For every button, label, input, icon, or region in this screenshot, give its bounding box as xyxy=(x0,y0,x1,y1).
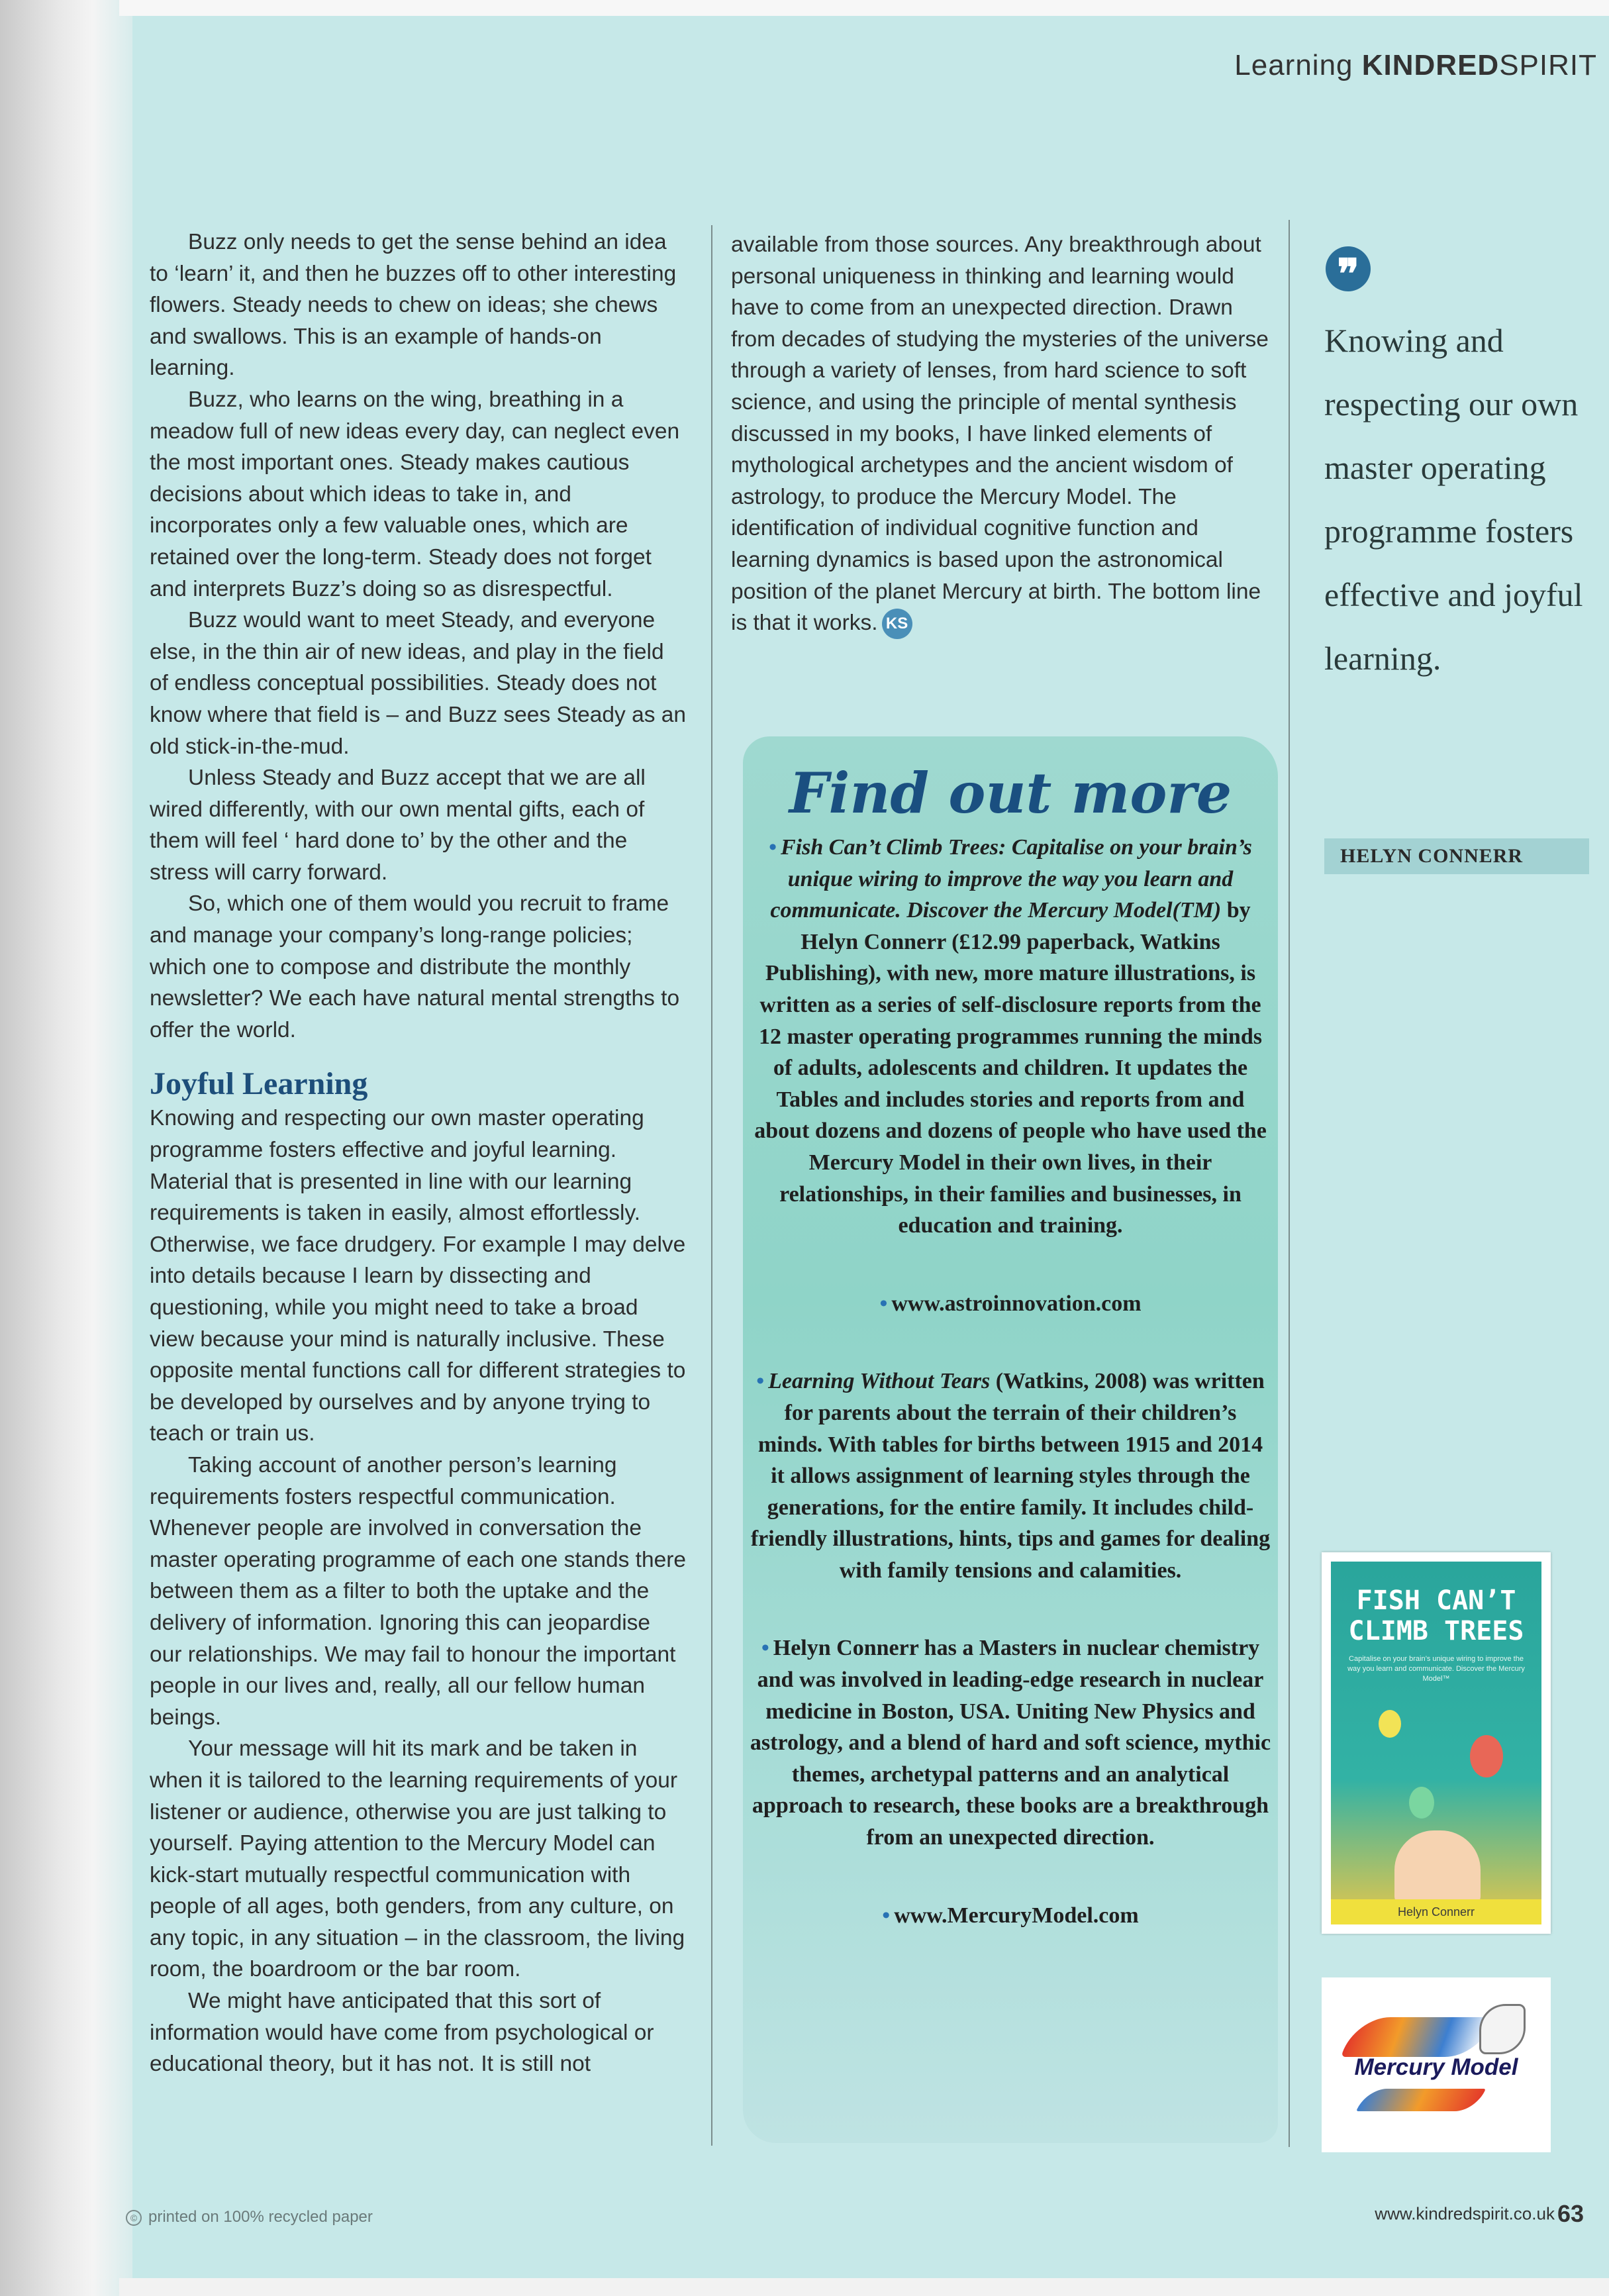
mercury-figure-icon xyxy=(1479,2004,1526,2054)
find-out-more-title: Find out more xyxy=(789,760,1232,826)
bullet-icon: • xyxy=(882,1903,891,1928)
footer-recycled-note xyxy=(126,2208,373,2226)
pull-quote-attribution: HELYN CONNERR xyxy=(1324,838,1589,874)
book-cover-title: FISH CAN’T CLIMB TREES xyxy=(1348,1585,1524,1646)
book-cover-image xyxy=(1322,1552,1551,1934)
section-label: Learning xyxy=(1234,49,1362,81)
top-edge xyxy=(119,0,1609,16)
book-description: (Watkins, 2008) was written for parents about the terrain of their children’s minds. With tables for births between 1915 and 2014 it allows assignment of learning styles through the generations, for the entire family. It includes child-friendly illustrations, hints, tips and games for dealing with family tensions and calamities. xyxy=(750,1369,1271,1583)
section-heading: Joyful Learning xyxy=(150,1066,368,1102)
paragraph: Knowing and respecting our own master operating programme fosters effective and joyful learning. Material that is presented in line with our learning requirements is taken in easily, almost effortlessly. Otherwise, we face drudgery. For example I may delve into details because I learn by dissecting and questioning, while you might need to take a broad view because your mind is naturally inclusive. These opposite mental functions call for different strategies to be developed by ourselves and by anyone trying to teach or train us. xyxy=(150,1106,686,1446)
section-header xyxy=(1234,49,1597,82)
lightbulb-icon xyxy=(1409,1787,1434,1819)
book-item-1 xyxy=(750,832,1271,1242)
quote-icon: ❞ xyxy=(1326,246,1371,291)
book-item-2 xyxy=(750,1366,1271,1586)
bullet-icon: • xyxy=(761,1636,769,1661)
paragraph xyxy=(731,229,1269,639)
website-link[interactable]: www.MercuryModel.com xyxy=(894,1903,1139,1928)
bullet-icon: • xyxy=(756,1369,765,1394)
link-item-2[interactable] xyxy=(750,1900,1271,1932)
brand-bold: KINDRED xyxy=(1361,49,1500,81)
mercury-model-logo xyxy=(1322,1977,1551,2152)
paragraph: Buzz would want to meet Steady, and everyone else, in the thin air of new ideas, and play in the field of endless conceptual possibilities. Steady does not know where that field is – and Buzz sees Steady as an old stick-in-the-mud. xyxy=(150,608,687,759)
paragraph-text: available from those sources. Any breakthrough about personal uniqueness in thinking and learning would have to come from an unexpected direction. Drawn from decades of studying the mysteries of the universe through a variety of lenses, from hard science to soft science, and using the principle of mental synthesis discussed in my books, I have linked elements of mythological archetypes and the ancient wisdom of astrology, to produce the Mercury Model. The identification of individual cognitive function and learning dynamics is based upon the astronomical position of the planet Mercury at birth. The bottom line is that it works. xyxy=(731,232,1269,636)
book-cover-art xyxy=(1331,1562,1541,1924)
paragraph: Buzz, who learns on the wing, breathing in a meadow full of new ideas every day, can neglect even the most important ones. Steady makes cautious decisions about which ideas to take in, and incorporates only a few valuable ones, which are retained over the long-term. Steady does not forget and interprets Buzz’s doing so as disrespectful. xyxy=(150,387,680,601)
end-mark-icon: KS xyxy=(882,609,912,639)
column-divider xyxy=(1289,220,1290,2147)
book-title: Learning Without Tears xyxy=(768,1369,991,1394)
book-cover-author: Helyn Connerr xyxy=(1331,1899,1541,1924)
wings-icon xyxy=(1341,2017,1494,2057)
article-column-2 xyxy=(731,229,1269,639)
paragraph: Unless Steady and Buzz accept that we are all wired differently, with our own mental gifts, each of them will feel ‘ hard done to’ by the other and the stress will carry forward. xyxy=(150,766,646,885)
paragraph: Your message will hit its mark and be taken in when it is tailored to the learning requirements of your listener or audience, otherwise you are just talking to yourself. Paying attention to the Mercury Model can kick-start mutually respectful communication with people of all ages, both genders, from any culture, on any topic, in any situation – in the classroom, the living room, the boardroom or the bar room. xyxy=(150,1736,685,1982)
bottom-edge xyxy=(119,2278,1609,2296)
brand-rest: SPIRIT xyxy=(1499,49,1597,81)
bullet-icon: • xyxy=(879,1291,888,1316)
book-description: by Helyn Connerr (£12.99 paperback, Watkins Publishing), with new, more mature illustrations, is written as a series of self-disclosure reports from the 12 master operating programmes running the minds of adults, adolescents and children. It updates the Tables and includes stories and reports from and about dozens and dozens of people who have used the Mercury Model in their own lives, in their relationships, in their families and businesses, in education and training. xyxy=(754,898,1267,1238)
paragraph: We might have anticipated that this sort of information would have come from psychological or educational theory, but it has not. It is still not xyxy=(150,1989,654,2077)
find-out-more-content xyxy=(750,832,1271,1977)
footer-page-info xyxy=(1375,2200,1584,2228)
logo-text: Mercury Model xyxy=(1354,2054,1518,2080)
bullet-icon: • xyxy=(769,835,777,860)
book-title: Fish Can’t Climb Trees: Capitalise on your brain’s unique wiring to improve the way you learn and communicate. Discover the Mercury Model(TM) xyxy=(770,835,1252,923)
column-divider xyxy=(711,225,712,2146)
page-spine-shadow xyxy=(0,0,132,2296)
head-illustration xyxy=(1394,1830,1481,1903)
swoosh-icon xyxy=(1356,2089,1486,2111)
paragraph: Taking account of another person’s learning requirements fosters respectful communication. Whenever people are involved in conversation the master operating programme of each one stands there between them as a filter to both the uptake and the delivery of information. Ignoring this can jeopardise our relationships. We may fail to honour the important people in our lives and, really, all our fellow human beings. xyxy=(150,1452,687,1730)
author-bio xyxy=(750,1632,1271,1853)
page-number: 63 xyxy=(1557,2200,1584,2227)
article-column-1 xyxy=(150,226,687,2080)
website-link[interactable]: www.astroinnovation.com xyxy=(891,1291,1142,1316)
book-cover-subtitle: Capitalise on your brain’s unique wiring to improve the way you learn and communicate. Discover the Mercury Model™ xyxy=(1347,1655,1525,1683)
footer-url[interactable]: www.kindredspirit.co.uk xyxy=(1375,2203,1555,2224)
lightbulb-icon xyxy=(1470,1735,1503,1777)
pull-quote: Knowing and respecting our own master operating programme fosters effective and joyful learning. xyxy=(1324,322,1583,677)
paragraph: So, which one of them would you recruit to frame and manage your company’s long-range policies; which one to compose and distribute the monthly newsletter? We each have natural mental strengths to offer the world. xyxy=(150,891,680,1042)
lightbulb-icon xyxy=(1379,1710,1401,1738)
bio-text: Helyn Connerr has a Masters in nuclear chemistry and was involved in leading-edge research in nuclear medicine in Boston, USA. Uniting New Physics and astrology, and a blend of hard and soft science, mythic themes, archetypal patterns and an analytical approach to research, these books are a breakthrough from an unexpected direction. xyxy=(750,1636,1271,1850)
paragraph: Buzz only needs to get the sense behind an idea to ‘learn’ it, and then he buzzes off to other interesting flowers. Steady needs to chew on ideas; she chews and swallows. This is an example of hands-on learning. xyxy=(150,230,677,381)
recycle-icon: © xyxy=(126,2210,142,2226)
recycled-text: printed on 100% recycled paper xyxy=(148,2208,373,2226)
link-item-1[interactable] xyxy=(750,1288,1271,1320)
